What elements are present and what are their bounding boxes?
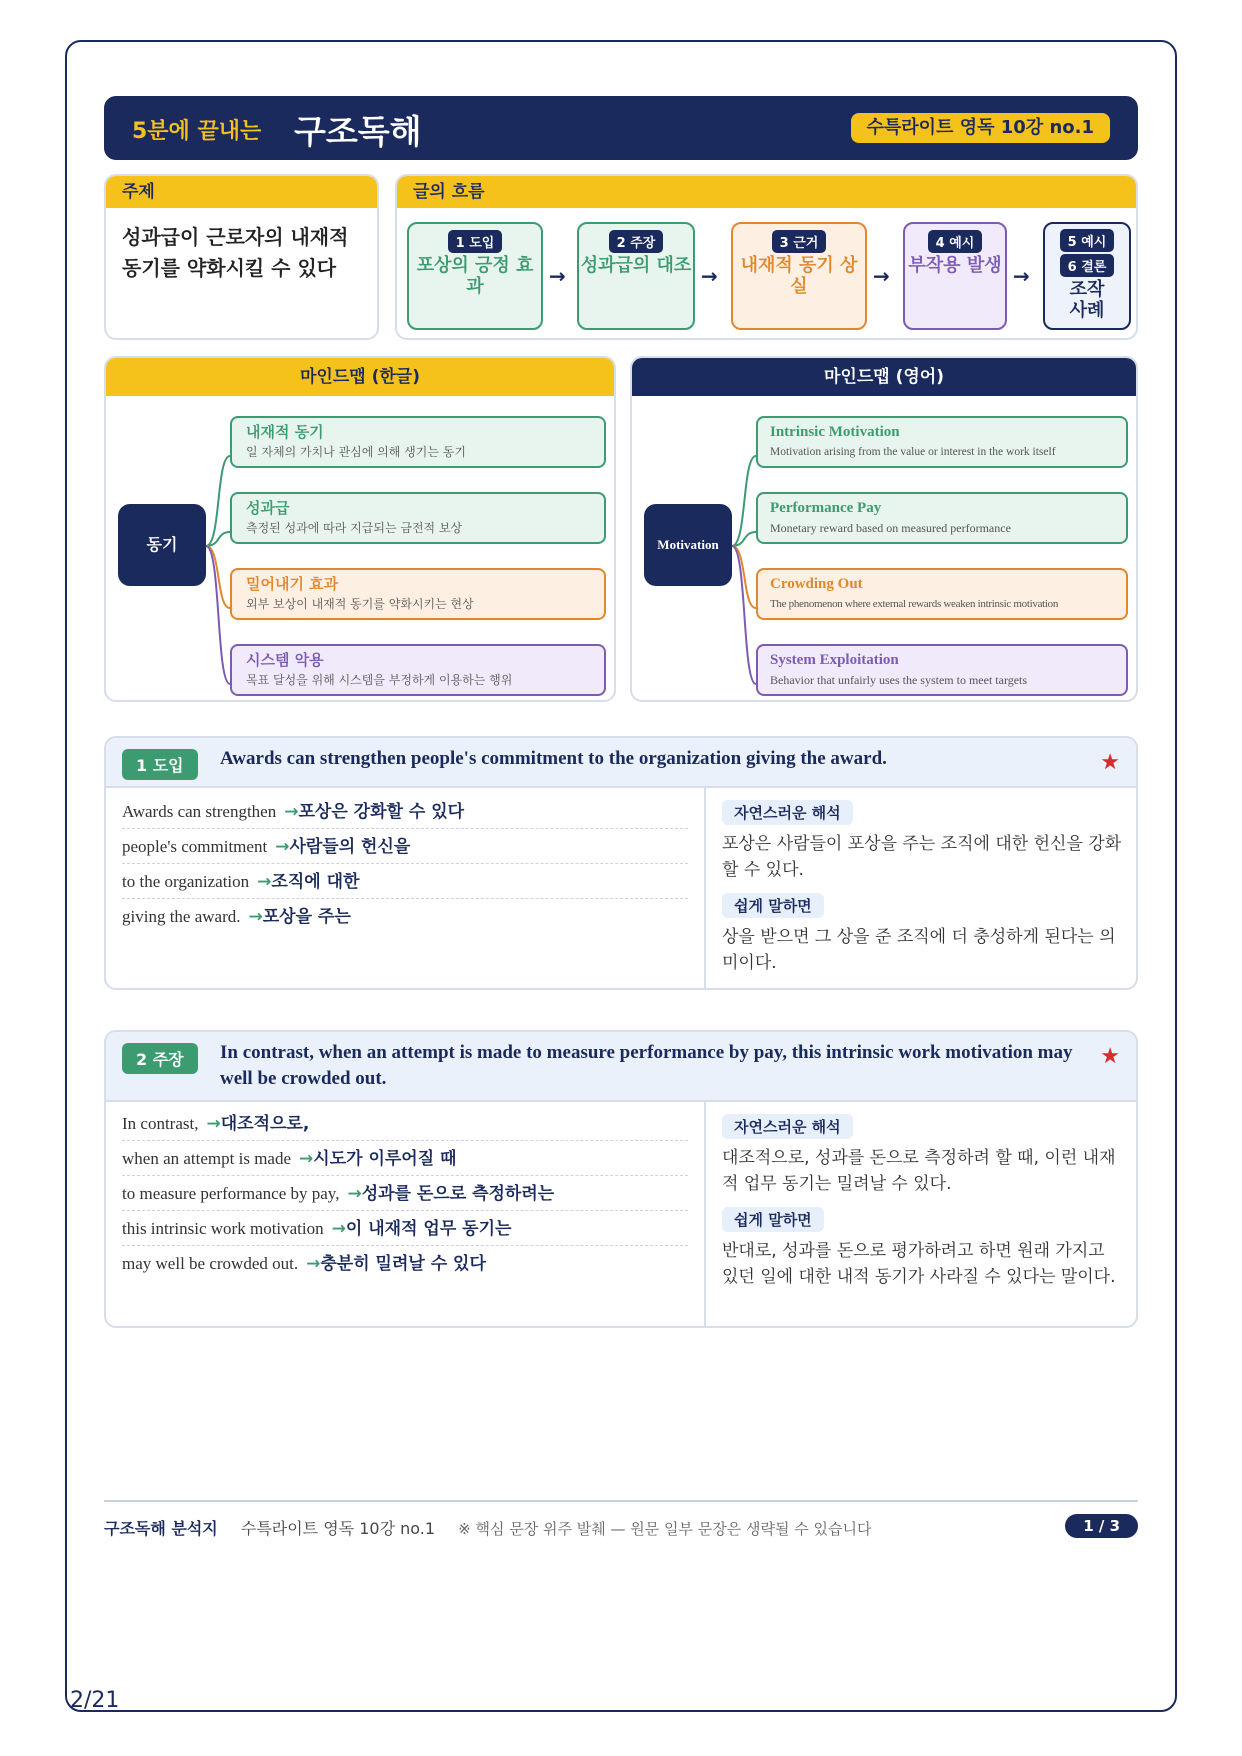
chunk-ko: 조직에 대한 bbox=[271, 872, 360, 892]
header-banner bbox=[104, 96, 1138, 160]
flow-step-text: 포상의 긍정 효과 bbox=[416, 255, 534, 297]
flow-step-4 bbox=[903, 222, 1007, 330]
easy-label: 쉽게 말하면 bbox=[722, 1207, 824, 1232]
chunk-line bbox=[122, 829, 688, 864]
mindmap-en-node bbox=[756, 492, 1128, 544]
node-desc: 외부 보상이 내재적 동기를 약화시키는 현상 bbox=[246, 597, 474, 611]
chunk-line bbox=[122, 864, 688, 899]
mindmap-ko-caption: 마인드맵 (한글) bbox=[106, 358, 614, 396]
chunk-ko: 충분히 밀려날 수 있다 bbox=[320, 1254, 486, 1274]
chunk-en: Awards can strengthen bbox=[122, 802, 277, 821]
footer-text bbox=[104, 1516, 871, 1539]
flow-arrow: → bbox=[701, 264, 718, 288]
mindmap-ko-node bbox=[230, 568, 606, 620]
chunk-ko: 성과를 돈으로 측정하려는 bbox=[361, 1184, 555, 1204]
topic-text: 성과급이 근로자의 내재적 동기를 약화시킬 수 있다 bbox=[122, 225, 349, 280]
arrow-icon: → bbox=[299, 1149, 314, 1169]
chunk-en: may well be crowded out. bbox=[122, 1254, 299, 1273]
flow-caption: 글의 흐름 bbox=[397, 176, 1136, 208]
section-tag: 2 주장 bbox=[122, 1043, 198, 1074]
chunk-ko: 포상은 강화할 수 있다 bbox=[298, 802, 465, 822]
flow-step-1 bbox=[407, 222, 543, 330]
chunk-ko: 시도가 이루어질 때 bbox=[313, 1149, 457, 1169]
arrow-icon: → bbox=[331, 1219, 346, 1239]
footer-note: ※ 핵심 문장 위주 발췌 — 원문 일부 문장은 생략될 수 있습니다 bbox=[458, 1520, 872, 1538]
arrow-icon: → bbox=[206, 1114, 221, 1134]
node-title: Performance Pay bbox=[770, 500, 882, 516]
node-title: Intrinsic Motivation bbox=[770, 424, 900, 440]
chunk-list bbox=[106, 788, 704, 990]
arrow-icon: → bbox=[284, 802, 299, 822]
flow-step-label: 3 근거 bbox=[772, 230, 827, 253]
arrow-icon: → bbox=[248, 907, 263, 927]
section-tag: 1 도입 bbox=[122, 749, 198, 780]
node-title: Crowding Out bbox=[770, 576, 863, 592]
interpretation-panel bbox=[704, 788, 1138, 990]
flow-step-text: 내재적 동기 상실 bbox=[740, 255, 858, 297]
chunk-line bbox=[122, 1141, 688, 1176]
section-header bbox=[106, 738, 1136, 788]
flow-step-3 bbox=[731, 222, 867, 330]
footer-subtitle: 수특라이트 영독 10강 no.1 bbox=[240, 1519, 436, 1538]
mindmap-en-root: Motivation bbox=[644, 504, 732, 586]
star-icon: ★ bbox=[1100, 1044, 1120, 1069]
natural-translation: 대조적으로, 성과를 돈으로 측정하려 할 때, 이런 내재적 업무 동기는 밀려날 수 있다. bbox=[722, 1148, 1116, 1194]
chunk-en: people's commitment bbox=[122, 837, 268, 856]
arrow-icon: → bbox=[275, 837, 290, 857]
topic-card bbox=[104, 174, 379, 340]
section-claim bbox=[104, 1030, 1138, 1328]
star-icon: ★ bbox=[1100, 750, 1120, 775]
chunk-en: giving the award. bbox=[122, 907, 241, 926]
node-desc: Behavior that unfairly uses the system to meet targets bbox=[770, 673, 1028, 687]
chunk-en: this intrinsic work motivation bbox=[122, 1219, 324, 1238]
key-sentence: In contrast, when an attempt is made to measure performance by pay, this intrinsic work motivation may well be crowded out. bbox=[220, 1042, 1073, 1089]
natural-label: 자연스러운 해석 bbox=[722, 1114, 853, 1139]
node-desc: Motivation arising from the value or interest in the work itself bbox=[770, 446, 1056, 458]
flow-arrow: → bbox=[549, 264, 566, 288]
arrow-icon: → bbox=[306, 1254, 321, 1274]
node-title: 밀어내기 효과 bbox=[246, 575, 339, 593]
mindmap-ko-root: 동기 bbox=[118, 504, 206, 586]
easy-explanation: 상을 받으면 그 상을 준 조직에 더 충성하게 된다는 의미이다. bbox=[722, 927, 1116, 973]
page-counter: 2/21 bbox=[70, 1688, 120, 1713]
mindmap-ko-node bbox=[230, 644, 606, 696]
chunk-line bbox=[122, 794, 688, 829]
flow-step-label: 2 주장 bbox=[609, 230, 664, 253]
chunk-en: to the organization bbox=[122, 872, 250, 891]
easy-label: 쉽게 말하면 bbox=[722, 893, 824, 918]
chunk-en: In contrast, bbox=[122, 1114, 199, 1133]
source-badge: 수특라이트 영독 10강 no.1 bbox=[851, 113, 1111, 143]
interpretation-panel bbox=[704, 1102, 1138, 1328]
footer bbox=[104, 1500, 1138, 1550]
mindmap-ko-node bbox=[230, 416, 606, 468]
flow-step-label: 4 예시 bbox=[928, 230, 983, 253]
flow-step-2 bbox=[577, 222, 695, 330]
node-desc: The phenomenon where external rewards weaken intrinsic motivation bbox=[770, 598, 1059, 610]
chunk-ko: 사람들의 헌신을 bbox=[289, 837, 411, 857]
mindmap-ko bbox=[104, 356, 616, 702]
node-desc: 목표 달성을 위해 시스템을 부정하게 이용하는 행위 bbox=[246, 673, 513, 687]
topic-caption: 주제 bbox=[106, 176, 377, 208]
node-title: 성과급 bbox=[246, 499, 290, 517]
node-desc: 일 자체의 가치나 관심에 의해 생기는 동기 bbox=[246, 445, 466, 459]
flow-step-text: 부작용 발생 bbox=[908, 255, 1002, 276]
node-title: 시스템 악용 bbox=[246, 651, 324, 669]
section-header bbox=[106, 1032, 1136, 1102]
mindmap-en-node bbox=[756, 568, 1128, 620]
natural-label: 자연스러운 해석 bbox=[722, 800, 853, 825]
header-prefix: 5분에 끝내는 bbox=[132, 119, 262, 144]
natural-translation: 포상은 사람들이 포상을 주는 조직에 대한 헌신을 강화할 수 있다. bbox=[722, 834, 1122, 880]
node-desc: Monetary reward based on measured performance bbox=[770, 521, 1011, 535]
node-desc: 측정된 성과에 따라 지급되는 금전적 보상 bbox=[246, 521, 463, 535]
node-title: 내재적 동기 bbox=[246, 423, 324, 441]
chunk-en: when an attempt is made bbox=[122, 1149, 292, 1168]
flow-arrow: → bbox=[1013, 264, 1030, 288]
chunk-line bbox=[122, 1246, 688, 1281]
footer-title: 구조독해 분석지 bbox=[104, 1519, 218, 1538]
flow-step-text: 성과급의 대조 bbox=[580, 255, 692, 276]
flow-step-label-2: 6 결론 bbox=[1060, 254, 1115, 277]
arrow-icon: → bbox=[347, 1184, 362, 1204]
arrow-icon: → bbox=[257, 872, 272, 892]
flow-step-label: 5 예시 bbox=[1060, 229, 1115, 252]
easy-explanation: 반대로, 성과를 돈으로 평가하려고 하면 원래 가지고 있던 일에 대한 내적 동기가 사라질 수 있다는 말이다. bbox=[722, 1241, 1116, 1287]
flow-step-label: 1 도입 bbox=[448, 230, 503, 253]
chunk-ko: 대조적으로, bbox=[220, 1114, 310, 1134]
page-indicator: 1 / 3 bbox=[1065, 1514, 1138, 1538]
chunk-line bbox=[122, 1211, 688, 1246]
flow-arrow: → bbox=[873, 264, 890, 288]
page-title: 구조독해 bbox=[294, 112, 422, 151]
chunk-ko: 포상을 주는 bbox=[262, 907, 351, 927]
flow-card bbox=[395, 174, 1138, 340]
mindmap-en bbox=[630, 356, 1138, 702]
key-sentence: Awards can strengthen people's commitment to the organization giving the award. bbox=[220, 748, 887, 769]
flow-step-text: 조작 사례 bbox=[1069, 279, 1105, 321]
mindmap-en-node bbox=[756, 416, 1128, 468]
chunk-ko: 이 내재적 업무 동기는 bbox=[345, 1219, 512, 1239]
mindmap-en-node bbox=[756, 644, 1128, 696]
chunk-line bbox=[122, 899, 688, 934]
node-title: System Exploitation bbox=[770, 652, 899, 668]
flow-step-5 bbox=[1043, 222, 1131, 330]
mindmap-en-caption: 마인드맵 (영어) bbox=[632, 358, 1136, 396]
chunk-list bbox=[106, 1102, 704, 1328]
chunk-line bbox=[122, 1106, 688, 1141]
section-intro bbox=[104, 736, 1138, 990]
chunk-en: to measure performance by pay, bbox=[122, 1184, 340, 1203]
chunk-line bbox=[122, 1176, 688, 1211]
mindmap-ko-node bbox=[230, 492, 606, 544]
